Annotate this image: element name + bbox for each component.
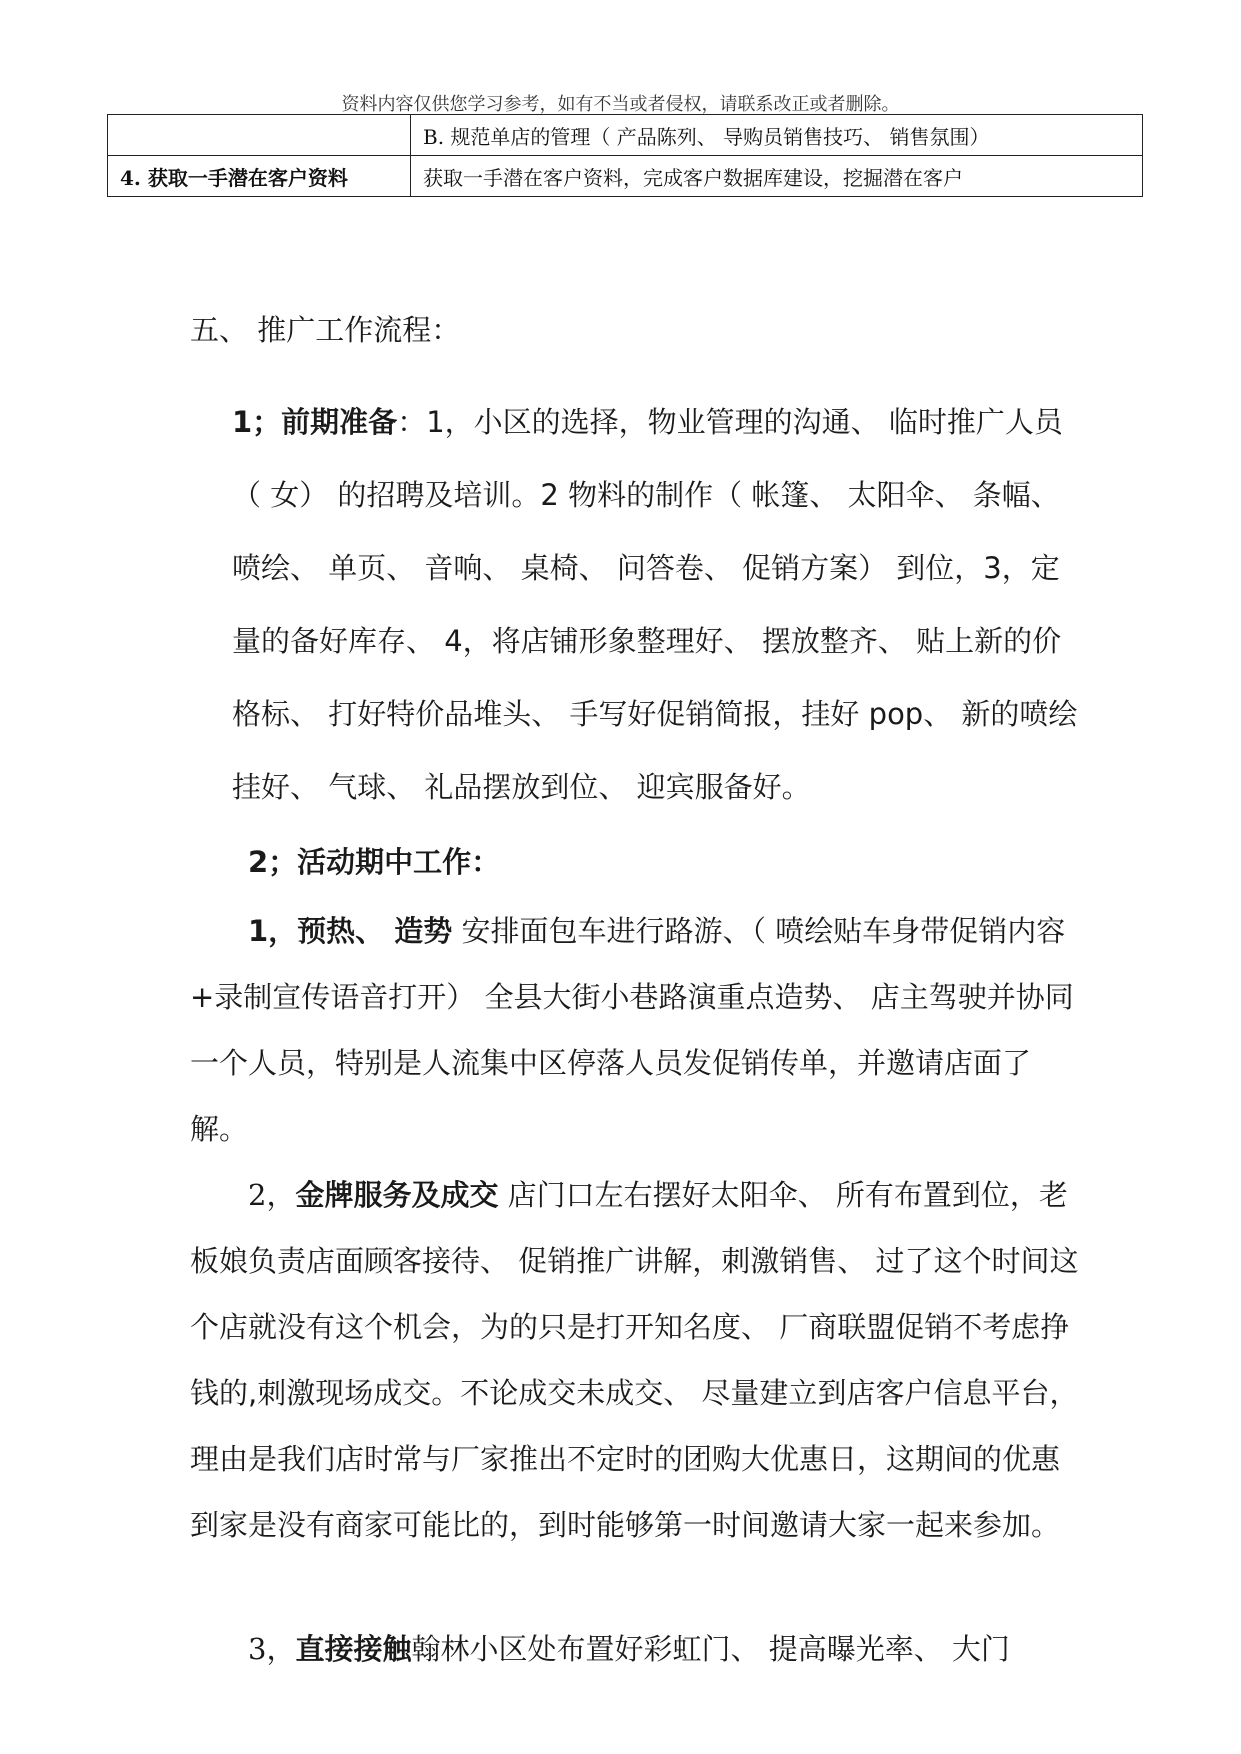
item2-text: 店门口左右摆好太阳伞、 所有布置到位，老板娘负责店面顾客接待、 促销推广讲解，刺激销售、 过了这个时间这个店就没有这个机会，为的只是打开知名度、 厂商联盟促销不考虑挣钱的,刺激现场成交。不论成交未成交、 尽量建立到店客户信息平台，理由是我们店时常与厂家推出不定时的团购大优惠日，这期间的优惠到家是没有商家可能比的，到时能够第一时间邀请大家一起来参加。 bbox=[190, 1178, 1079, 1542]
table-row bbox=[108, 115, 1143, 156]
item1-paragraph bbox=[190, 898, 1080, 1162]
prep-text: ：1，小区的选择，物业管理的沟通、 临时推广人员（ 女） 的招聘及培训。2 物料的制作（ 帐篷、 太阳伞、 条幅、 喷绘、 单页、 音响、 桌椅、 问答卷、 促销方案） 到位，3，定量的备好库存、 4，将店铺形象整理好、 摆放整齐、 贴上新的价格标、 打好特价品堆头、 手写好促销简报，挂好 pop、 新的喷绘挂好、 气球、 礼品摆放到位、 迎宾服备好。 bbox=[232, 405, 1078, 804]
prep-paragraph bbox=[232, 386, 1082, 824]
watermark-header: 资料内容仅供您学习参考，如有不当或者侵权，请联系改正或者删除。 bbox=[341, 94, 900, 115]
section-heading: 五、 推广工作流程： bbox=[190, 313, 461, 347]
item3-number: 3， bbox=[248, 1632, 296, 1666]
item3-paragraph bbox=[190, 1616, 1080, 1682]
table-cell: B. 规范单店的管理（ 产品陈列、 导购员销售技巧、 销售氛围） bbox=[411, 115, 1143, 156]
item2-paragraph bbox=[190, 1162, 1080, 1558]
item3-text: 翰林小区处布置好彩虹门、 提高曝光率、 大门 bbox=[411, 1632, 1010, 1666]
item2-label: 金牌服务及成交 bbox=[295, 1178, 499, 1212]
info-table bbox=[107, 114, 1143, 197]
item2-number: 2， bbox=[248, 1178, 296, 1212]
table-cell: 获取一手潜在客户资料，完成客户数据库建设，挖掘潜在客户 bbox=[411, 156, 1143, 197]
item3-label: 直接接触 bbox=[295, 1632, 412, 1666]
prep-label: 1；前期准备 bbox=[232, 405, 398, 439]
during-heading bbox=[248, 840, 1138, 881]
table-cell bbox=[108, 115, 411, 156]
item1-label: 1，预热、 造势 bbox=[248, 914, 453, 948]
table-row bbox=[108, 156, 1143, 197]
during-label: 2；活动期中工作： bbox=[248, 845, 501, 879]
table-cell: 4. 获取一手潜在客户资料 bbox=[108, 156, 411, 197]
item1-text: 安排面包车进行路游、（ 喷绘贴车身带促销内容+录制宣传语音打开） 全县大街小巷路演重点造势、 店主驾驶并协同一个人员，特别是人流集中区停落人员发促销传单，并邀请店面了解。 bbox=[190, 914, 1074, 1146]
